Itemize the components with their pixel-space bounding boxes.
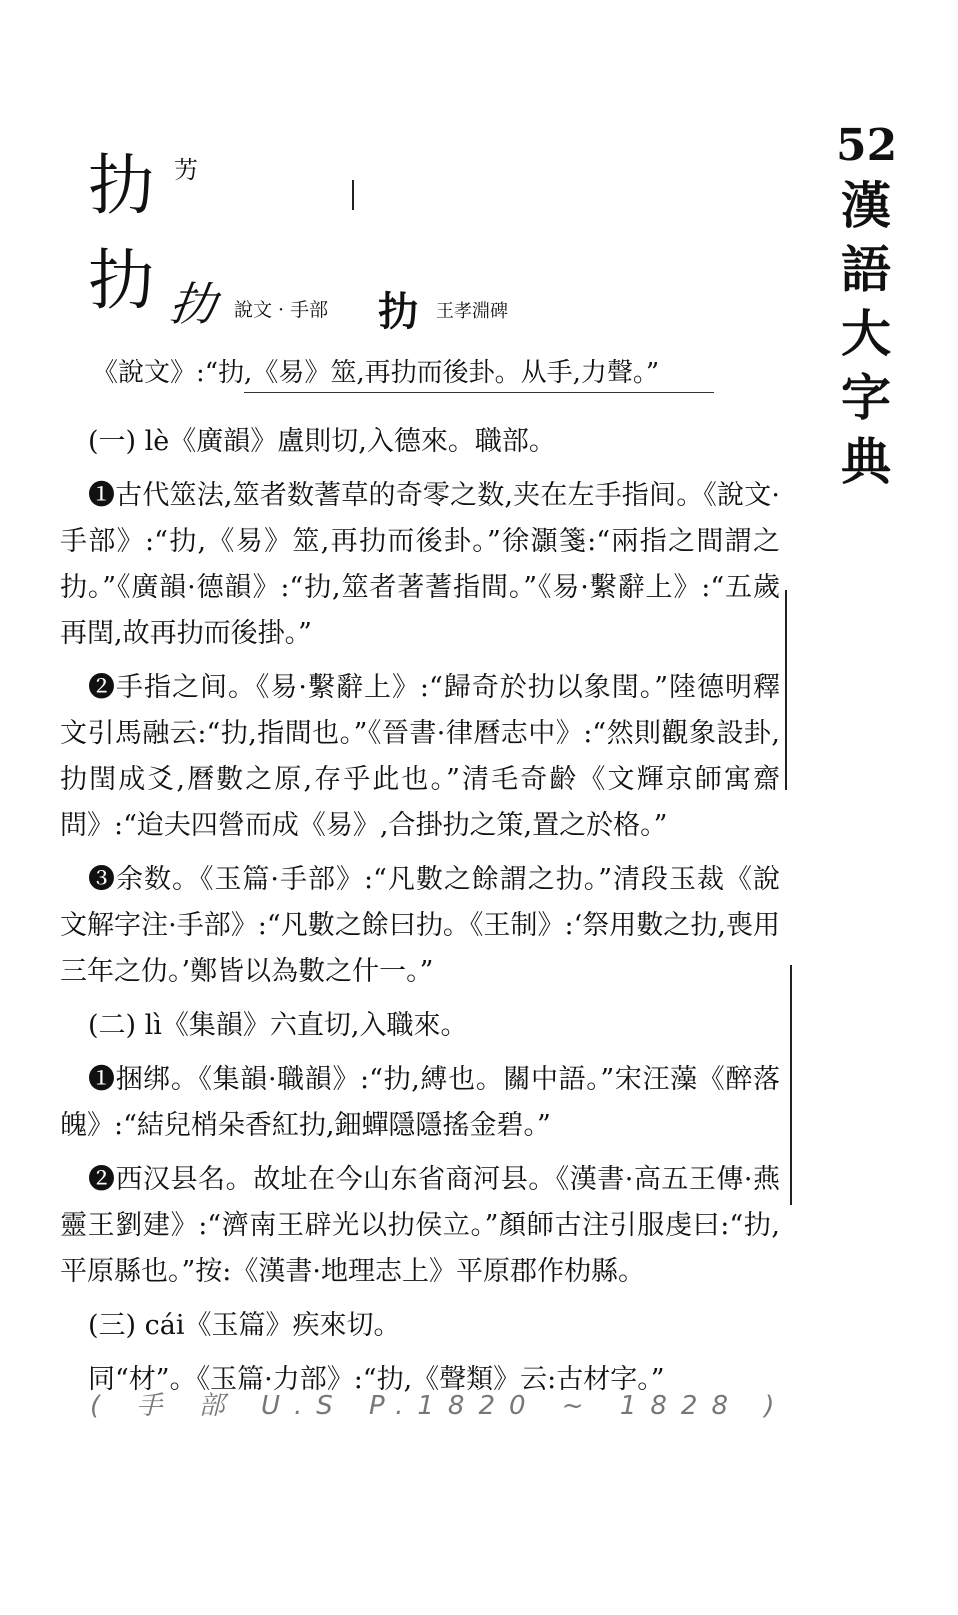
page-number: 52 [836, 120, 898, 171]
shuowen-quote: 《說文》:“扐,《易》筮,再扐而後卦。从手,力聲。” [92, 358, 660, 388]
clerical-script-glyph: 扐 [378, 288, 418, 335]
quote-underline [244, 392, 714, 393]
title-char: 語 [841, 240, 891, 299]
entry-body [60, 415, 780, 1411]
headword-repeat: 扐 [88, 242, 154, 319]
title-char: 漢 [841, 176, 891, 235]
handwritten-note: ( 手 部 U.S P.1820 ~ 1828 ) [90, 1391, 789, 1421]
scan-mark [352, 180, 354, 210]
definition: 同“材”。《玉篇·力部》:“扐,《聲類》云:古材字。” [88, 1364, 665, 1395]
reading-heading: (一) lè《廣韻》盧則切,入德來。職部。 [88, 426, 556, 457]
headword-variant: 艻 [174, 156, 198, 184]
reading-heading: (三) cái《玉篇》疾來切。 [88, 1310, 401, 1341]
scan-mark [785, 590, 787, 790]
headword: 扐 [88, 147, 154, 224]
book-title-vertical [836, 118, 896, 494]
definition: ❷手指之间。《易·繫辭上》:“歸奇於扐以象閏。”陸德明釋文引馬融云:“扐,指間也。”《晉書·律曆志中》:“然則觀象設卦,扐閏成爻,曆數之原,存乎此也。”清毛奇齡《文輝京師寓齋問》:“迨夫四營而成《易》,合掛扐之策,置之於格。” [60, 672, 780, 841]
title-char: 典 [841, 432, 891, 491]
definition: ❷西汉县名。故址在今山东省商河县。《漢書·高五王傳·燕靈王劉建》:“濟南王辟光以扐侯立。”顏師古注引服虔曰:“扐,平原縣也。”按:《漢書·地理志上》平原郡作朸縣。 [60, 1164, 780, 1287]
definition: ❶古代筮法,筮者数蓍草的奇零之数,夹在左手指间。《說文·手部》:“扐,《易》筮,再扐而後卦。”徐灝箋:“兩指之間謂之扐。”《廣韻·德韻》:“扐,筮者著蓍指間。”《易·繫辭上》:“五歲再閏,故再扐而後掛。” [60, 480, 780, 649]
definition: ❸余数。《玉篇·手部》:“凡數之餘謂之扐。”清段玉裁《說文解字注·手部》:“凡數之餘曰扐。《王制》:‘祭用數之扐,喪用三年之仂。’鄭皆以為數之什一。” [60, 864, 780, 987]
title-char: 字 [841, 368, 891, 427]
seal-script-source: 說文 · 手部 [234, 299, 329, 321]
title-char: 大 [841, 304, 891, 363]
definition: ❶捆绑。《集韻·職韻》:“扐,縛也。關中語。”宋汪藻《醉落魄》:“結兒梢朵香紅扐,鈿蟬隱隱搖金碧。” [60, 1064, 780, 1141]
seal-script-glyph: 扐 [165, 277, 220, 331]
clerical-script-source: 王孝淵碑 [436, 301, 508, 322]
scan-mark [790, 965, 792, 1205]
reading-heading: (二) lì《集韻》六直切,入職來。 [88, 1010, 468, 1041]
